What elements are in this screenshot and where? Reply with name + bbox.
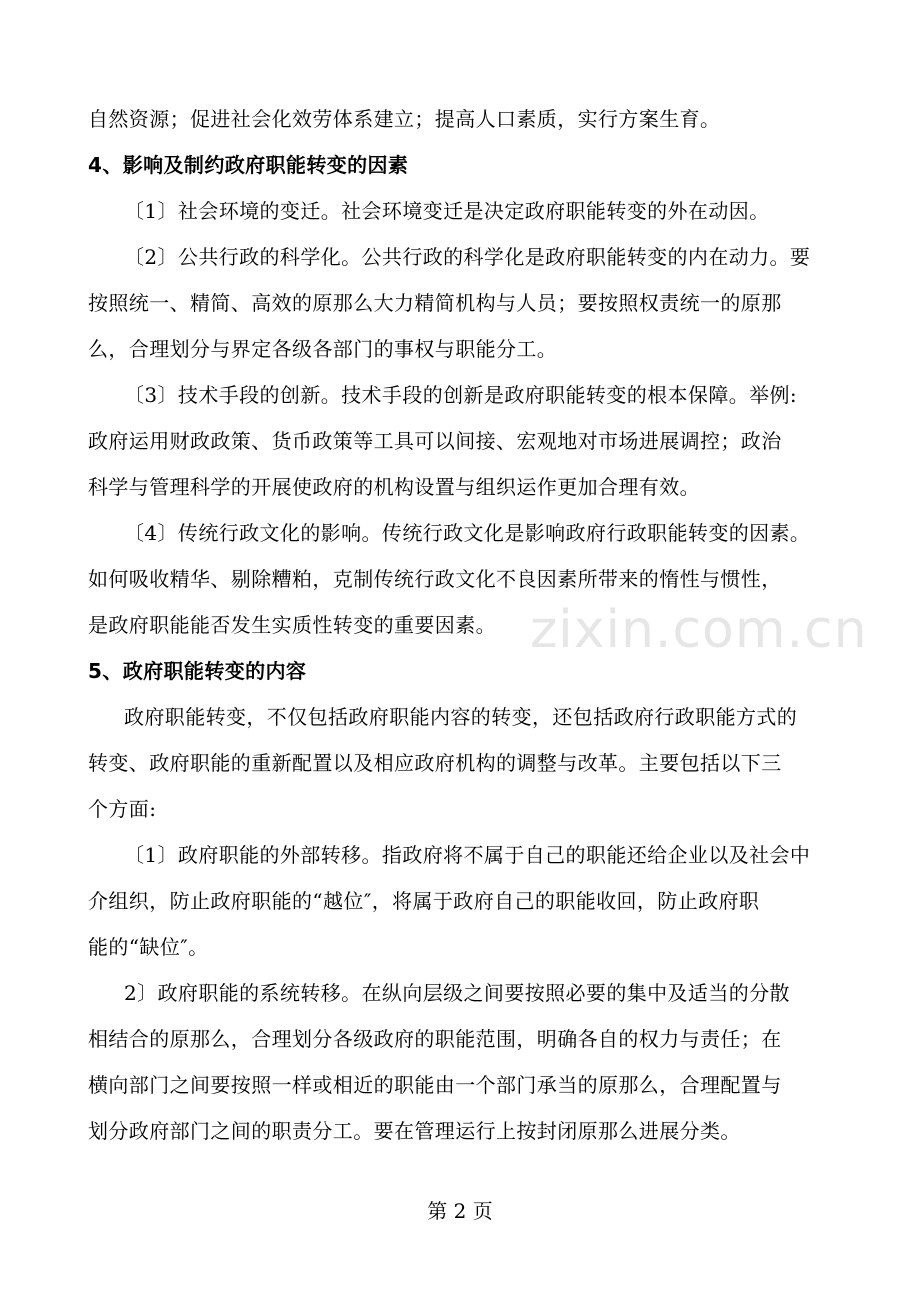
- text-line: 自然资源；促进社会化效劳体系建立；提高人口素质，实行方案生育。: [88, 107, 721, 131]
- text-line: 4、影响及制约政府职能转变的因素: [88, 153, 409, 177]
- text-line: 5、政府职能转变的内容: [88, 659, 307, 683]
- paragraph: [88, 188, 834, 234]
- paragraph: [88, 970, 834, 1154]
- paragraph: [88, 234, 834, 372]
- text-line: 〔3〕技术手段的创新。技术手段的创新是政府职能转变的根本保障。举例:: [124, 383, 798, 407]
- text-line: 转变、政府职能的重新配置以及相应政府机构的调整与改革。主要包括以下三: [88, 751, 782, 775]
- text-line: 么，合理划分与界定各级各部门的事权与职能分工。: [88, 337, 558, 361]
- text-line: 横向部门之间要按照一样或相近的职能由一个部门承当的原那么，合理配置与: [88, 1073, 782, 1097]
- text-line: 政府职能转变，不仅包括政府职能内容的转变，还包括政府行政职能方式的: [124, 705, 798, 729]
- text-line: 划分政府部门之间的职责分工。要在管理运行上按封闭原那么进展分类。: [88, 1119, 741, 1143]
- text-line: 2〕政府职能的系统转移。在纵向层级之间要按照必要的集中及适当的分散: [124, 981, 790, 1005]
- text-line: 相结合的原那么，合理划分各级政府的职能范围，明确各自的权力与责任；在: [88, 1027, 782, 1051]
- section-heading: [88, 142, 834, 188]
- paragraph: [88, 694, 834, 832]
- paragraph: [88, 96, 834, 142]
- text-line: 科学与管理科学的开展使政府的机构设置与组织运作更加合理有效。: [88, 475, 700, 499]
- text-line: 能的“缺位″。: [88, 935, 209, 959]
- document-page: [88, 96, 834, 1154]
- paragraph: [88, 510, 834, 648]
- page-number: 第 2 页: [427, 1199, 493, 1223]
- section-heading: [88, 648, 834, 694]
- text-line: 〔1〕政府职能的外部转移。指政府将不属于自己的职能还给企业以及社会中: [124, 843, 811, 867]
- text-line: 〔1〕社会环境的变迁。社会环境变迁是决定政府职能转变的外在动因。: [124, 199, 770, 223]
- watermark: zixin.com.cn: [530, 600, 868, 660]
- text-line: 按照统一、精简、高效的原那么大力精简机构与人员；要按照权责统一的原那: [88, 291, 782, 315]
- text-line: 是政府职能能否发生实质性转变的重要因素。: [88, 613, 496, 637]
- text-line: 个方面:: [88, 797, 157, 821]
- text-line: 如何吸收精华、剔除糟粕，克制传统行政文化不良因素所带来的惰性与惯性，: [88, 567, 782, 591]
- paragraph: [88, 372, 834, 510]
- text-line: 〔4〕传统行政文化的影响。传统行政文化是影响政府行政职能转变的因素。: [124, 521, 811, 545]
- text-line: 介组织，防止政府职能的“越位″，将属于政府自己的职能收回，防止政府职: [88, 889, 760, 913]
- text-line: 政府运用财政政策、货币政策等工具可以间接、宏观地对市场进展调控；政治: [88, 429, 782, 453]
- text-line: 〔2〕公共行政的科学化。公共行政的科学化是政府职能转变的内在动力。要: [124, 245, 811, 269]
- paragraph: [88, 832, 834, 970]
